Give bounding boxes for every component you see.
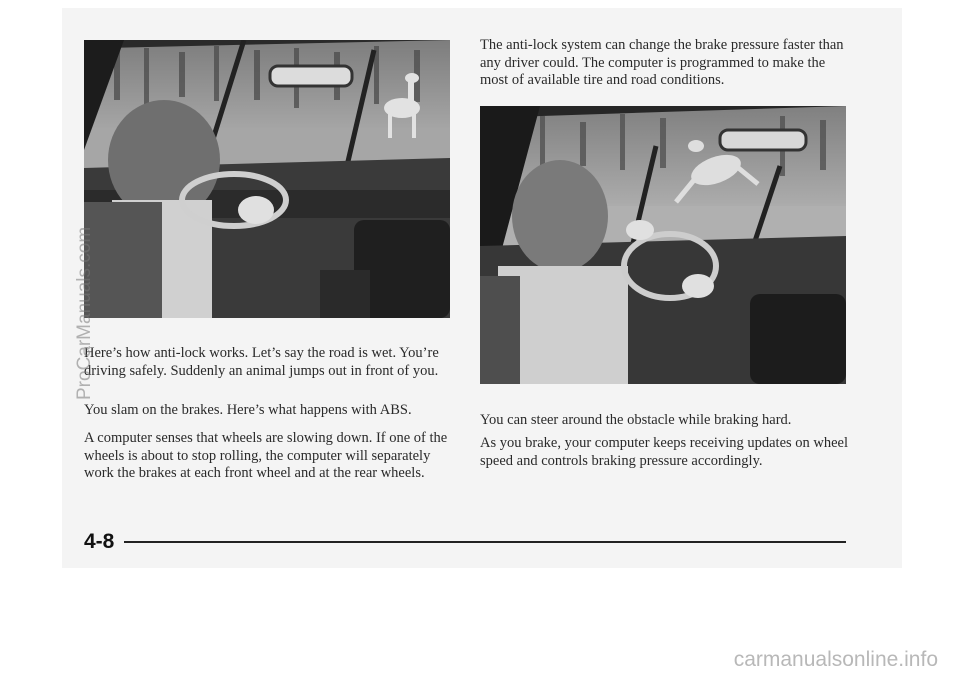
photo-driver-sees-deer — [84, 40, 450, 318]
paragraph-computer-senses: A computer senses that wheels are slowing down. If one of the wheels is about to stop rolling, the computer will separately work the brakes at each front wheel and at the rear wheels. — [84, 430, 448, 481]
footer-rule — [124, 541, 846, 543]
paragraph-steer-around: You can steer around the obstacle while braking hard. — [480, 412, 792, 428]
paragraph-computer-updates: As you brake, your computer keeps receiving updates on wheel speed and controls braking pressure accordingly. — [480, 435, 849, 469]
bottom-watermark: carmanualsonline.info — [733, 648, 938, 671]
side-watermark: ProCarManuals.com — [74, 226, 95, 400]
paragraph-abs-intro: The anti-lock system can change the brake pressure faster than any driver could. The computer is programmed to make the most of available tire and road conditions. — [480, 37, 844, 88]
paragraph-slam-brakes: You slam on the brakes. Here’s what happens with ABS. — [84, 402, 412, 418]
photo-deer-jumping-braking — [480, 106, 846, 384]
paragraph-how-abs-works: Here’s how anti-lock works. Let’s say the road is wet. You’re driving safely. Suddenly an animal jumps out in front of you. — [84, 345, 439, 379]
page-number: 4-8 — [84, 530, 115, 553]
